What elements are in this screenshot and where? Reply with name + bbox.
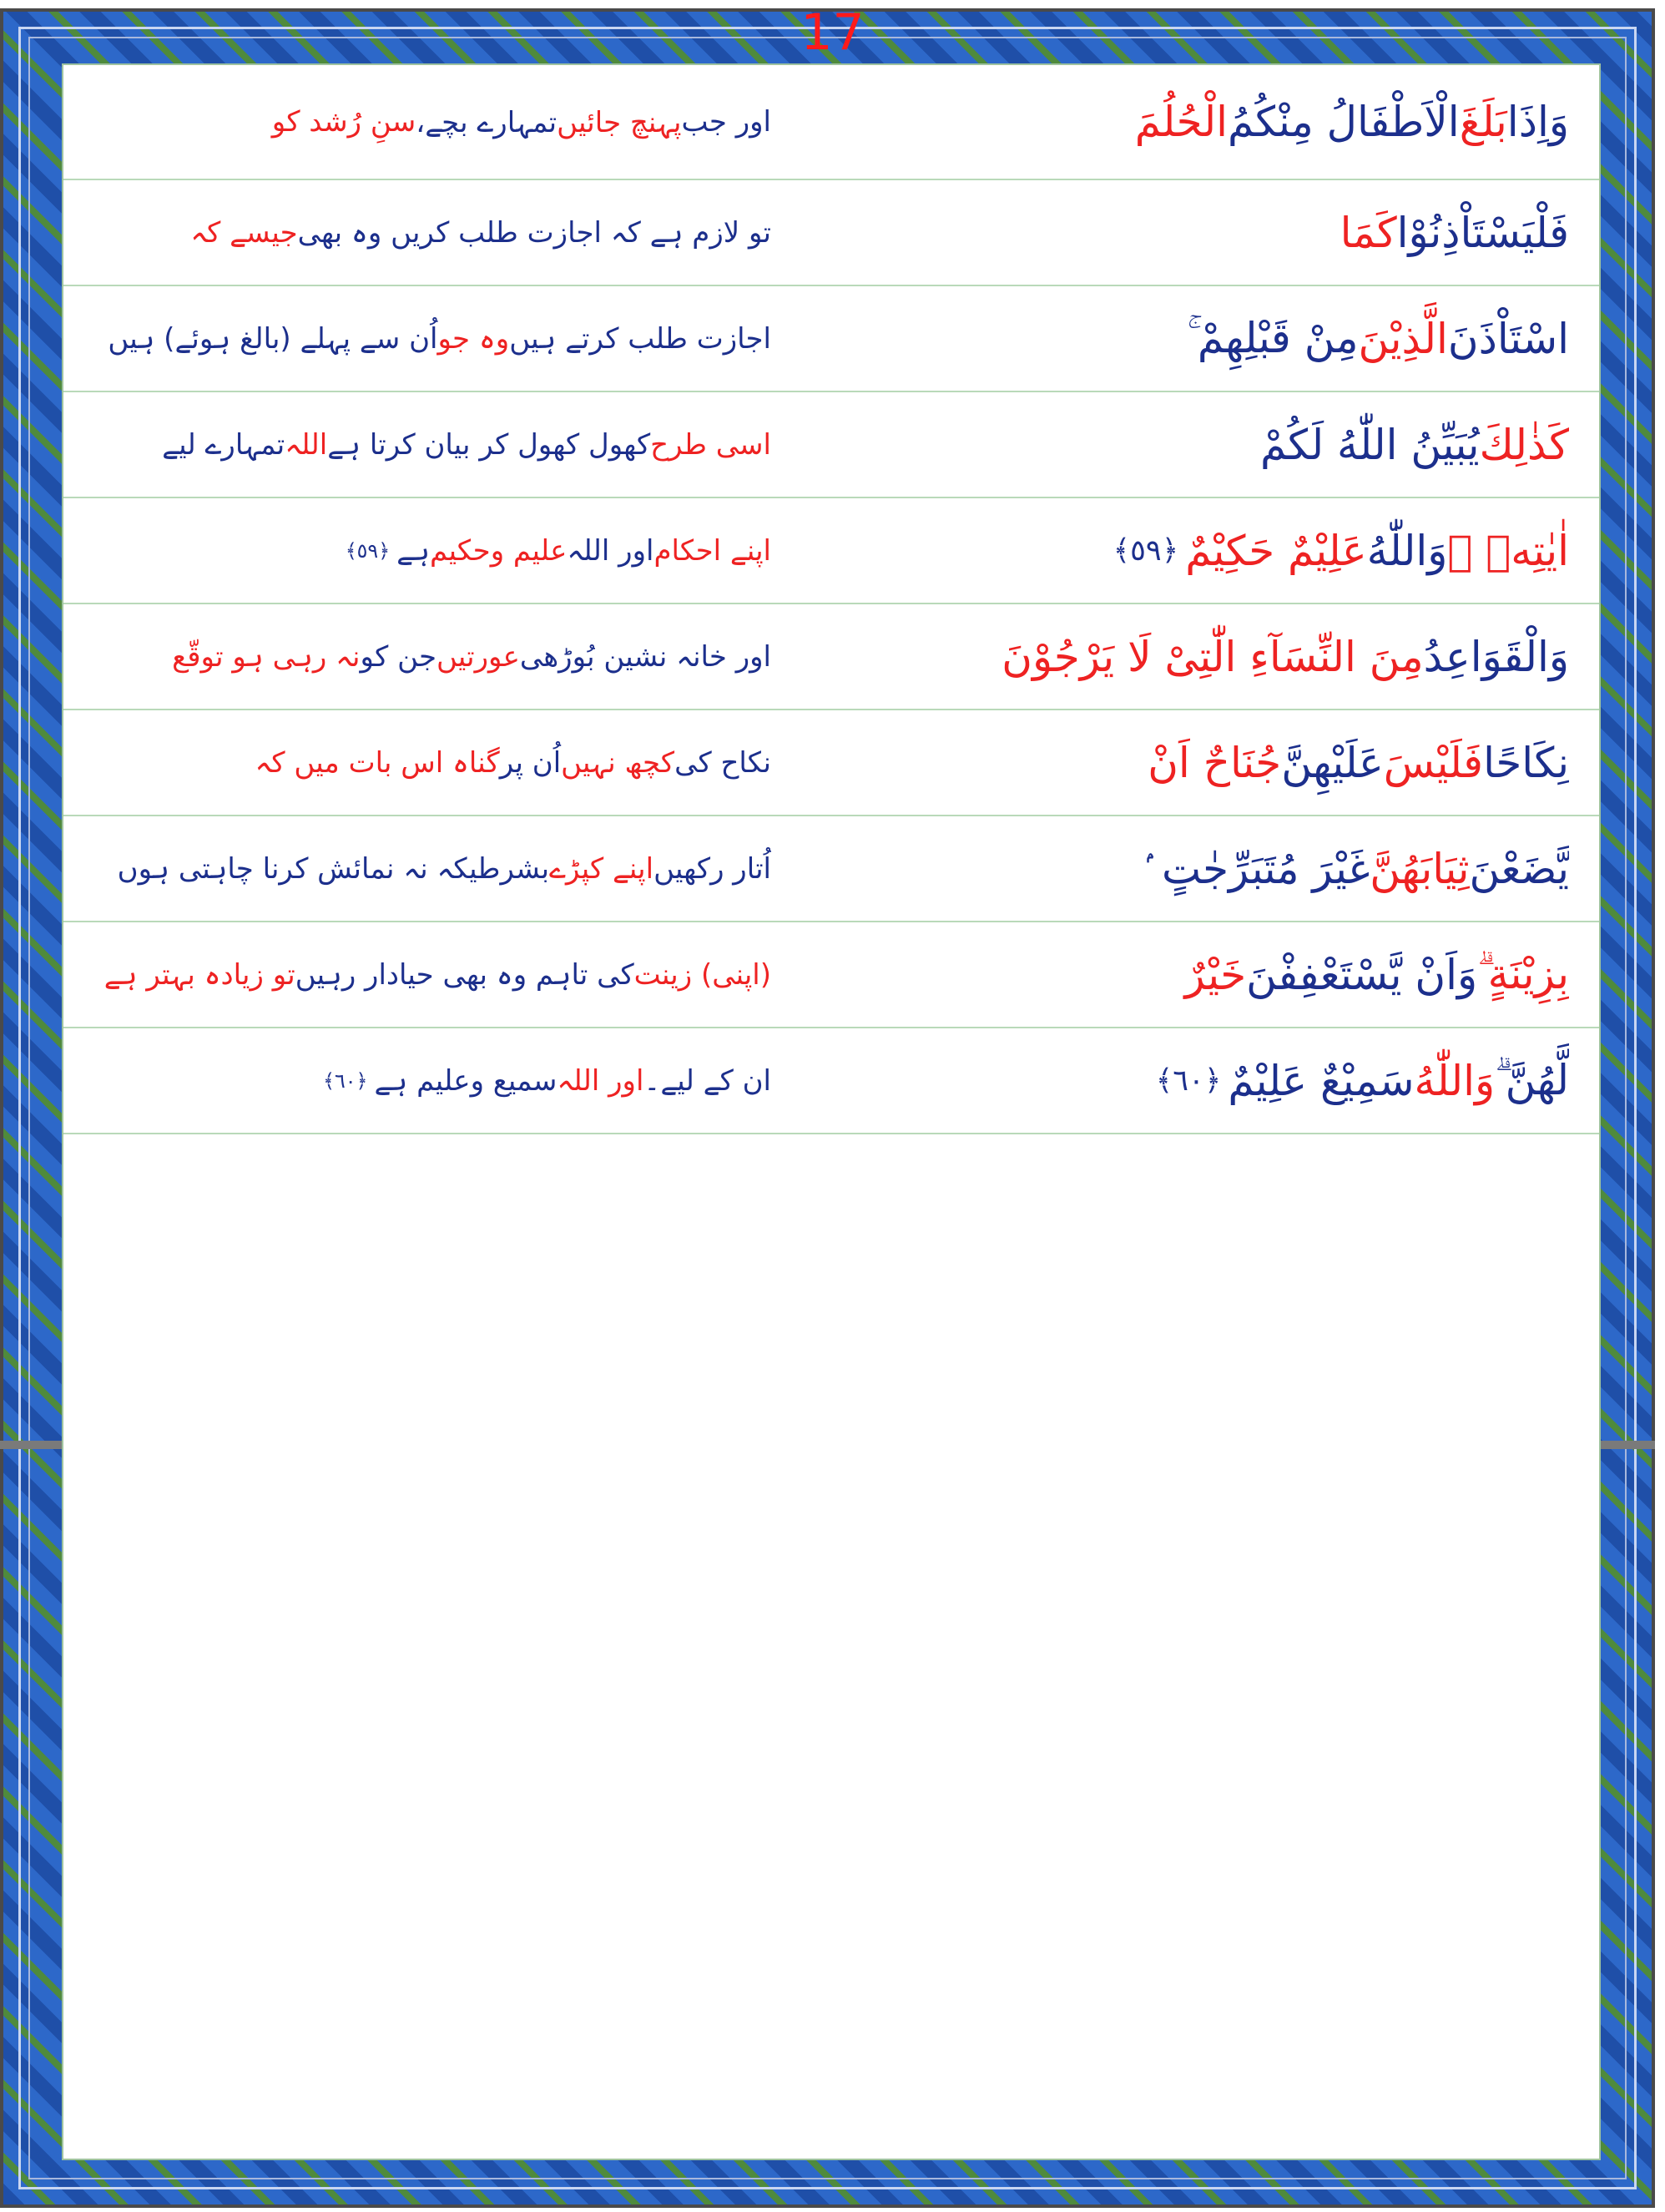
urdu-segment: اجازت طلب کرتے ہیں	[509, 322, 771, 356]
arabic-text	[851, 180, 1569, 285]
urdu-translation	[87, 180, 771, 285]
urdu-translation	[87, 922, 771, 1027]
arabic-segment: لَّهُنَّ ۗ	[1495, 1056, 1569, 1104]
arabic-segment: ثِيَابَهُنَّ	[1370, 844, 1470, 893]
arabic-segment: فَلْيَسْتَاْذِنُوْا	[1396, 208, 1569, 257]
arabic-segment: عَلَيْهِنَّ	[1281, 738, 1384, 787]
verse-row	[63, 180, 1599, 286]
arabic-segment: وَاللّٰهُ	[1366, 526, 1448, 575]
arabic-segment: خَيْرٌ	[1184, 950, 1247, 999]
arabic-segment: اسْتَاْذَنَ	[1447, 314, 1569, 363]
arabic-text	[851, 816, 1569, 921]
urdu-segment: اسی طرح	[650, 427, 771, 462]
urdu-segment: اُتار رکھیں	[653, 851, 771, 886]
arabic-text	[851, 392, 1569, 497]
urdu-translation	[87, 65, 771, 179]
urdu-segment: سمیع وعلیم ہے	[374, 1064, 558, 1098]
arabic-text	[851, 1028, 1569, 1133]
urdu-segment: جیسے کہ	[190, 216, 298, 250]
arabic-text	[851, 604, 1569, 709]
urdu-translation	[87, 710, 771, 815]
urdu-segment: کھول کھول کر بیان کرتا ہے	[327, 428, 651, 462]
urdu-segment: کی تاہم وہ بھی حیادار رہیں	[295, 958, 634, 992]
verse-row	[63, 710, 1599, 816]
ayah-number-mark: ﴿٦٠﴾	[323, 1068, 368, 1093]
arabic-segment: الْحُلُمَ	[1134, 98, 1228, 146]
verse-row	[63, 286, 1599, 392]
arabic-text	[851, 286, 1569, 391]
urdu-translation	[87, 286, 771, 391]
verse-row	[63, 498, 1599, 604]
urdu-segment: اُن پر	[499, 745, 562, 780]
arabic-text	[851, 498, 1569, 603]
urdu-translation	[87, 498, 771, 603]
arabic-segment: فَلَيْسَ	[1383, 738, 1484, 787]
urdu-translation	[87, 392, 771, 497]
arabic-segment: وَاللّٰهُ	[1414, 1056, 1496, 1105]
arabic-segment: وَالْقَوَاعِدُ	[1423, 632, 1569, 681]
ayah-number-mark: ﴿٦٠﴾	[1155, 1063, 1222, 1098]
urdu-translation	[87, 816, 771, 921]
urdu-segment: اور اللہ	[557, 1064, 644, 1098]
urdu-segment: تمہارے لیے	[162, 428, 285, 462]
urdu-segment: اللہ	[285, 428, 328, 462]
verse-row	[63, 816, 1599, 922]
arabic-text	[851, 65, 1569, 179]
urdu-segment: (اپنی) زینت	[633, 957, 771, 992]
arabic-segment: كَمَا	[1340, 208, 1397, 257]
urdu-segment: اپنے احکام	[653, 534, 771, 568]
verse-row	[63, 65, 1599, 180]
verse-table	[63, 65, 1599, 1134]
arabic-segment: سَمِيْعٌ عَلِيْمٌ	[1228, 1056, 1415, 1105]
urdu-segment: جن کو	[360, 639, 436, 674]
arabic-segment: غَيْرَ مُتَبَرِّجٰتٍ ۢ	[1137, 844, 1370, 893]
urdu-segment: بشرطیکہ نہ نمائش کرنا چاہتی ہوں	[117, 852, 550, 886]
verse-row	[63, 922, 1599, 1028]
arabic-segment: يَّضَعْنَ	[1469, 844, 1569, 893]
ayah-number-mark: ﴿٥٩﴾	[345, 538, 391, 563]
arabic-segment: كَذٰلِكَ	[1479, 420, 1569, 469]
arabic-segment: يُبَيِّنُ اللّٰهُ لَكُمْ	[1260, 420, 1480, 469]
arabic-segment: وَاَنْ يَّسْتَعْفِفْنَ	[1246, 950, 1478, 999]
arabic-segment: بَلَغَ	[1459, 98, 1507, 146]
page-content	[62, 63, 1601, 2160]
urdu-segment: تو زیادہ بہتر ہے	[103, 958, 295, 992]
urdu-translation	[87, 1028, 771, 1133]
arabic-segment: بِزِيْنَةٍ ۗ	[1477, 950, 1569, 998]
arabic-segment: عَلِيْمٌ حَكِيْمٌ	[1185, 526, 1367, 575]
urdu-segment: تمہارے بچے،	[416, 105, 558, 139]
urdu-segment: نکاح کی	[674, 745, 771, 780]
arabic-segment: اٰيٰتِهٖ ۗ	[1447, 526, 1569, 575]
urdu-segment: نہ رہی ہو توقّع	[172, 640, 361, 674]
urdu-segment: سنِ رُشد کو	[271, 105, 416, 139]
arabic-segment: وَاِذَا	[1506, 98, 1569, 146]
arabic-text	[851, 710, 1569, 815]
arabic-segment: نِكَاحًا	[1483, 738, 1569, 787]
urdu-segment: اور خانہ نشین بُوڑھی	[519, 640, 771, 674]
verse-row	[63, 604, 1599, 710]
urdu-segment: اپنے کپڑے	[549, 852, 654, 886]
verse-row	[63, 1028, 1599, 1134]
urdu-segment: گناہ اس بات میں کہ	[255, 746, 500, 780]
verse-row	[63, 392, 1599, 498]
urdu-segment: اور جب	[681, 105, 771, 139]
urdu-segment: ان کے لیے۔	[643, 1064, 771, 1098]
urdu-segment: اُن سے پہلے (بالغ ہوئے) ہیں	[108, 322, 438, 356]
ayah-number-mark: ﴿٥٩﴾	[1113, 533, 1179, 568]
urdu-segment: کچھ نہیں	[561, 746, 675, 780]
arabic-segment: الْاَطْفَالُ مِنْكُمُ	[1227, 98, 1460, 146]
urdu-segment: وہ جو	[437, 322, 510, 356]
arabic-text	[851, 922, 1569, 1027]
arabic-segment: مِنَ النِّسَآءِ الّٰتِىْ لَا يَرْجُوْنَ	[1002, 632, 1424, 681]
urdu-segment: عورتیں	[436, 639, 520, 674]
urdu-segment: پہنچ جائیں	[557, 105, 682, 139]
arabic-segment: الَّذِيْنَ	[1358, 314, 1448, 363]
urdu-segment: اور اللہ	[567, 534, 654, 568]
urdu-segment: علیم وحکیم	[430, 533, 568, 568]
page-number: 17	[800, 3, 865, 62]
urdu-translation	[87, 604, 771, 709]
arabic-segment: جُنَاحٌ اَنْ	[1148, 738, 1282, 787]
urdu-segment: ہے	[396, 534, 431, 568]
urdu-segment: تو لازم ہے کہ اجازت طلب کریں وہ بھی	[297, 216, 771, 250]
arabic-segment: مِنْ قَبْلِهِمْ ۚ	[1187, 314, 1359, 362]
